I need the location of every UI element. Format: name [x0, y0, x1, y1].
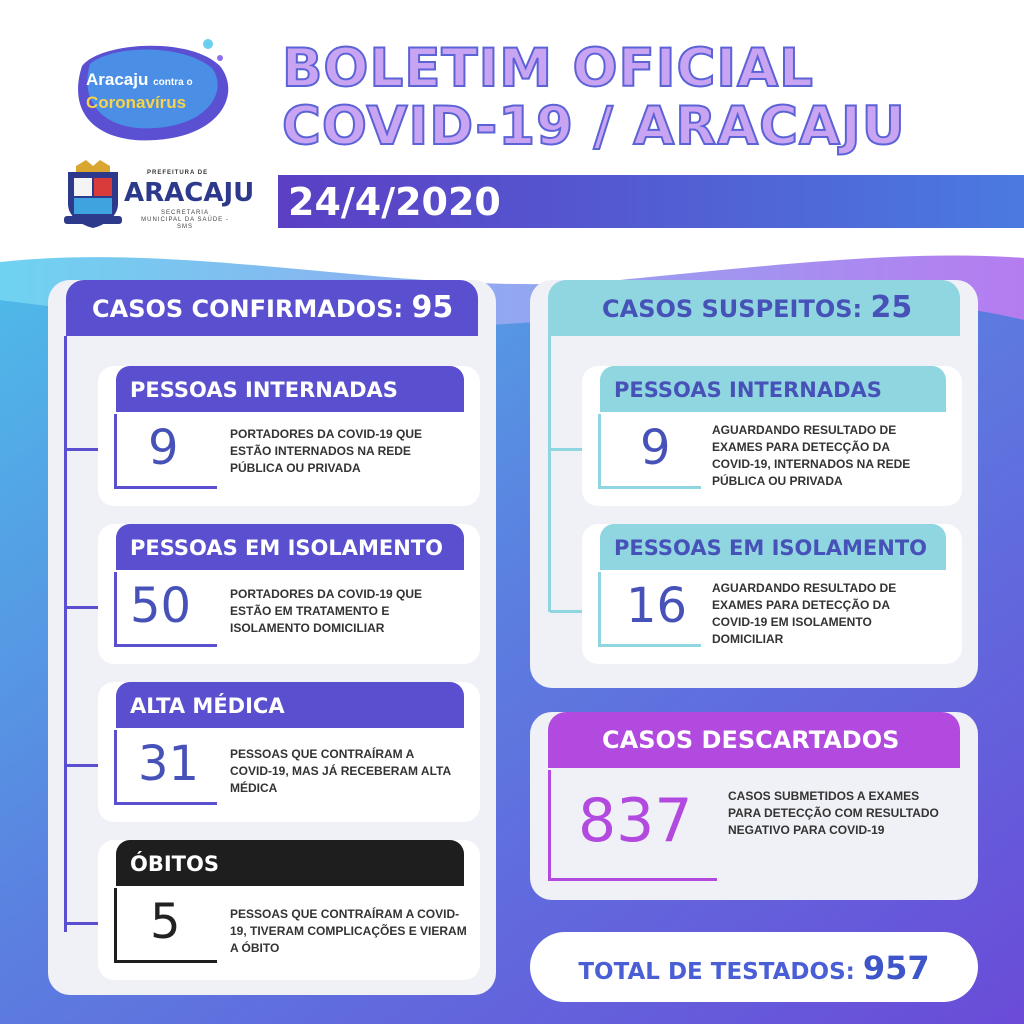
- suspected-label: CASOS SUSPEITOS:: [602, 295, 863, 323]
- card-description: PORTADORES DA COVID-19 QUE ESTÃO EM TRATAMENTO E ISOLAMENTO DOMICILIAR: [230, 587, 423, 635]
- card-value: 16: [626, 578, 688, 634]
- date-bar: [278, 175, 1024, 228]
- card-value: 50: [130, 578, 192, 634]
- discarded-value: 837: [578, 786, 693, 856]
- card-description: PESSOAS QUE CONTRAÍRAM A COVID-19, MAS JÁ RECEBERAM ALTA MÉDICA: [230, 747, 451, 795]
- confirmed-connector: [64, 336, 67, 932]
- confirmed-total: 95: [411, 290, 454, 325]
- title-line2: COVID-19 / ARACAJU: [282, 96, 906, 157]
- connector-tick: [66, 764, 98, 767]
- card-value: 31: [138, 736, 200, 792]
- campaign-line1: Aracaju: [86, 70, 149, 89]
- city-secretaria: SECRETARIA MUNICIPAL DA SAÚDE - SMS: [141, 210, 229, 230]
- card-value: 9: [148, 420, 179, 476]
- discarded-header: CASOS DESCARTADOS: [548, 712, 960, 768]
- card-description: AGUARDANDO RESULTADO DE EXAMES PARA DETECÇÃO DA COVID-19 EM ISOLAMENTO DOMICILIAR: [712, 581, 897, 646]
- card-title: PESSOAS EM ISOLAMENTO: [116, 524, 464, 570]
- confirmed-label: CASOS CONFIRMADOS:: [92, 295, 404, 323]
- suspected-total: 25: [870, 290, 913, 325]
- card-value: 9: [640, 420, 671, 476]
- discarded-description: CASOS SUBMETIDOS A EXAMES PARA DETECÇÃO COM RESULTADO NEGATIVO PARA COVID-19: [728, 789, 939, 837]
- campaign-line2: Coronavírus: [86, 93, 187, 112]
- card-description: PESSOAS QUE CONTRAÍRAM A COVID-19, TIVERAM COMPLICAÇÕES E VIERAM A ÓBITO: [230, 907, 467, 955]
- card-title: PESSOAS INTERNADAS: [116, 366, 464, 412]
- title-line1: BOLETIM OFICIAL: [282, 38, 814, 99]
- connector-tick: [66, 922, 98, 925]
- city-name: ARACAJU: [124, 178, 255, 208]
- total-tested-value: 957: [862, 949, 930, 987]
- card-title: PESSOAS INTERNADAS: [600, 366, 946, 412]
- confirmed-header: [66, 280, 478, 336]
- connector-tick: [550, 610, 582, 613]
- suspected-header: [548, 280, 960, 336]
- card-description: PORTADORES DA COVID-19 QUE ESTÃO INTERNADOS NA REDE PÚBLICA OU PRIVADA: [230, 427, 423, 475]
- card-value: 5: [150, 894, 181, 950]
- campaign-line1-small: contra o: [153, 77, 193, 88]
- total-tested: [530, 932, 978, 1002]
- connector-tick: [66, 606, 98, 609]
- connector-tick: [550, 448, 582, 451]
- bulletin-date: 24/4/2020: [288, 180, 501, 224]
- suspected-connector: [548, 336, 551, 612]
- card-title: ÓBITOS: [116, 840, 464, 886]
- page-title: [282, 40, 1002, 156]
- card-title: ALTA MÉDICA: [116, 682, 464, 728]
- card-title: PESSOAS EM ISOLAMENTO: [600, 524, 946, 570]
- city-prefeitura: PREFEITURA DE: [147, 170, 209, 176]
- total-tested-label: TOTAL DE TESTADOS:: [578, 959, 855, 985]
- campaign-text: [86, 70, 236, 113]
- card-description: AGUARDANDO RESULTADO DE EXAMES PARA DETECÇÃO DA COVID-19, INTERNADOS NA REDE PÚBLICA OU PRIVADA: [712, 423, 911, 488]
- connector-tick: [66, 448, 98, 451]
